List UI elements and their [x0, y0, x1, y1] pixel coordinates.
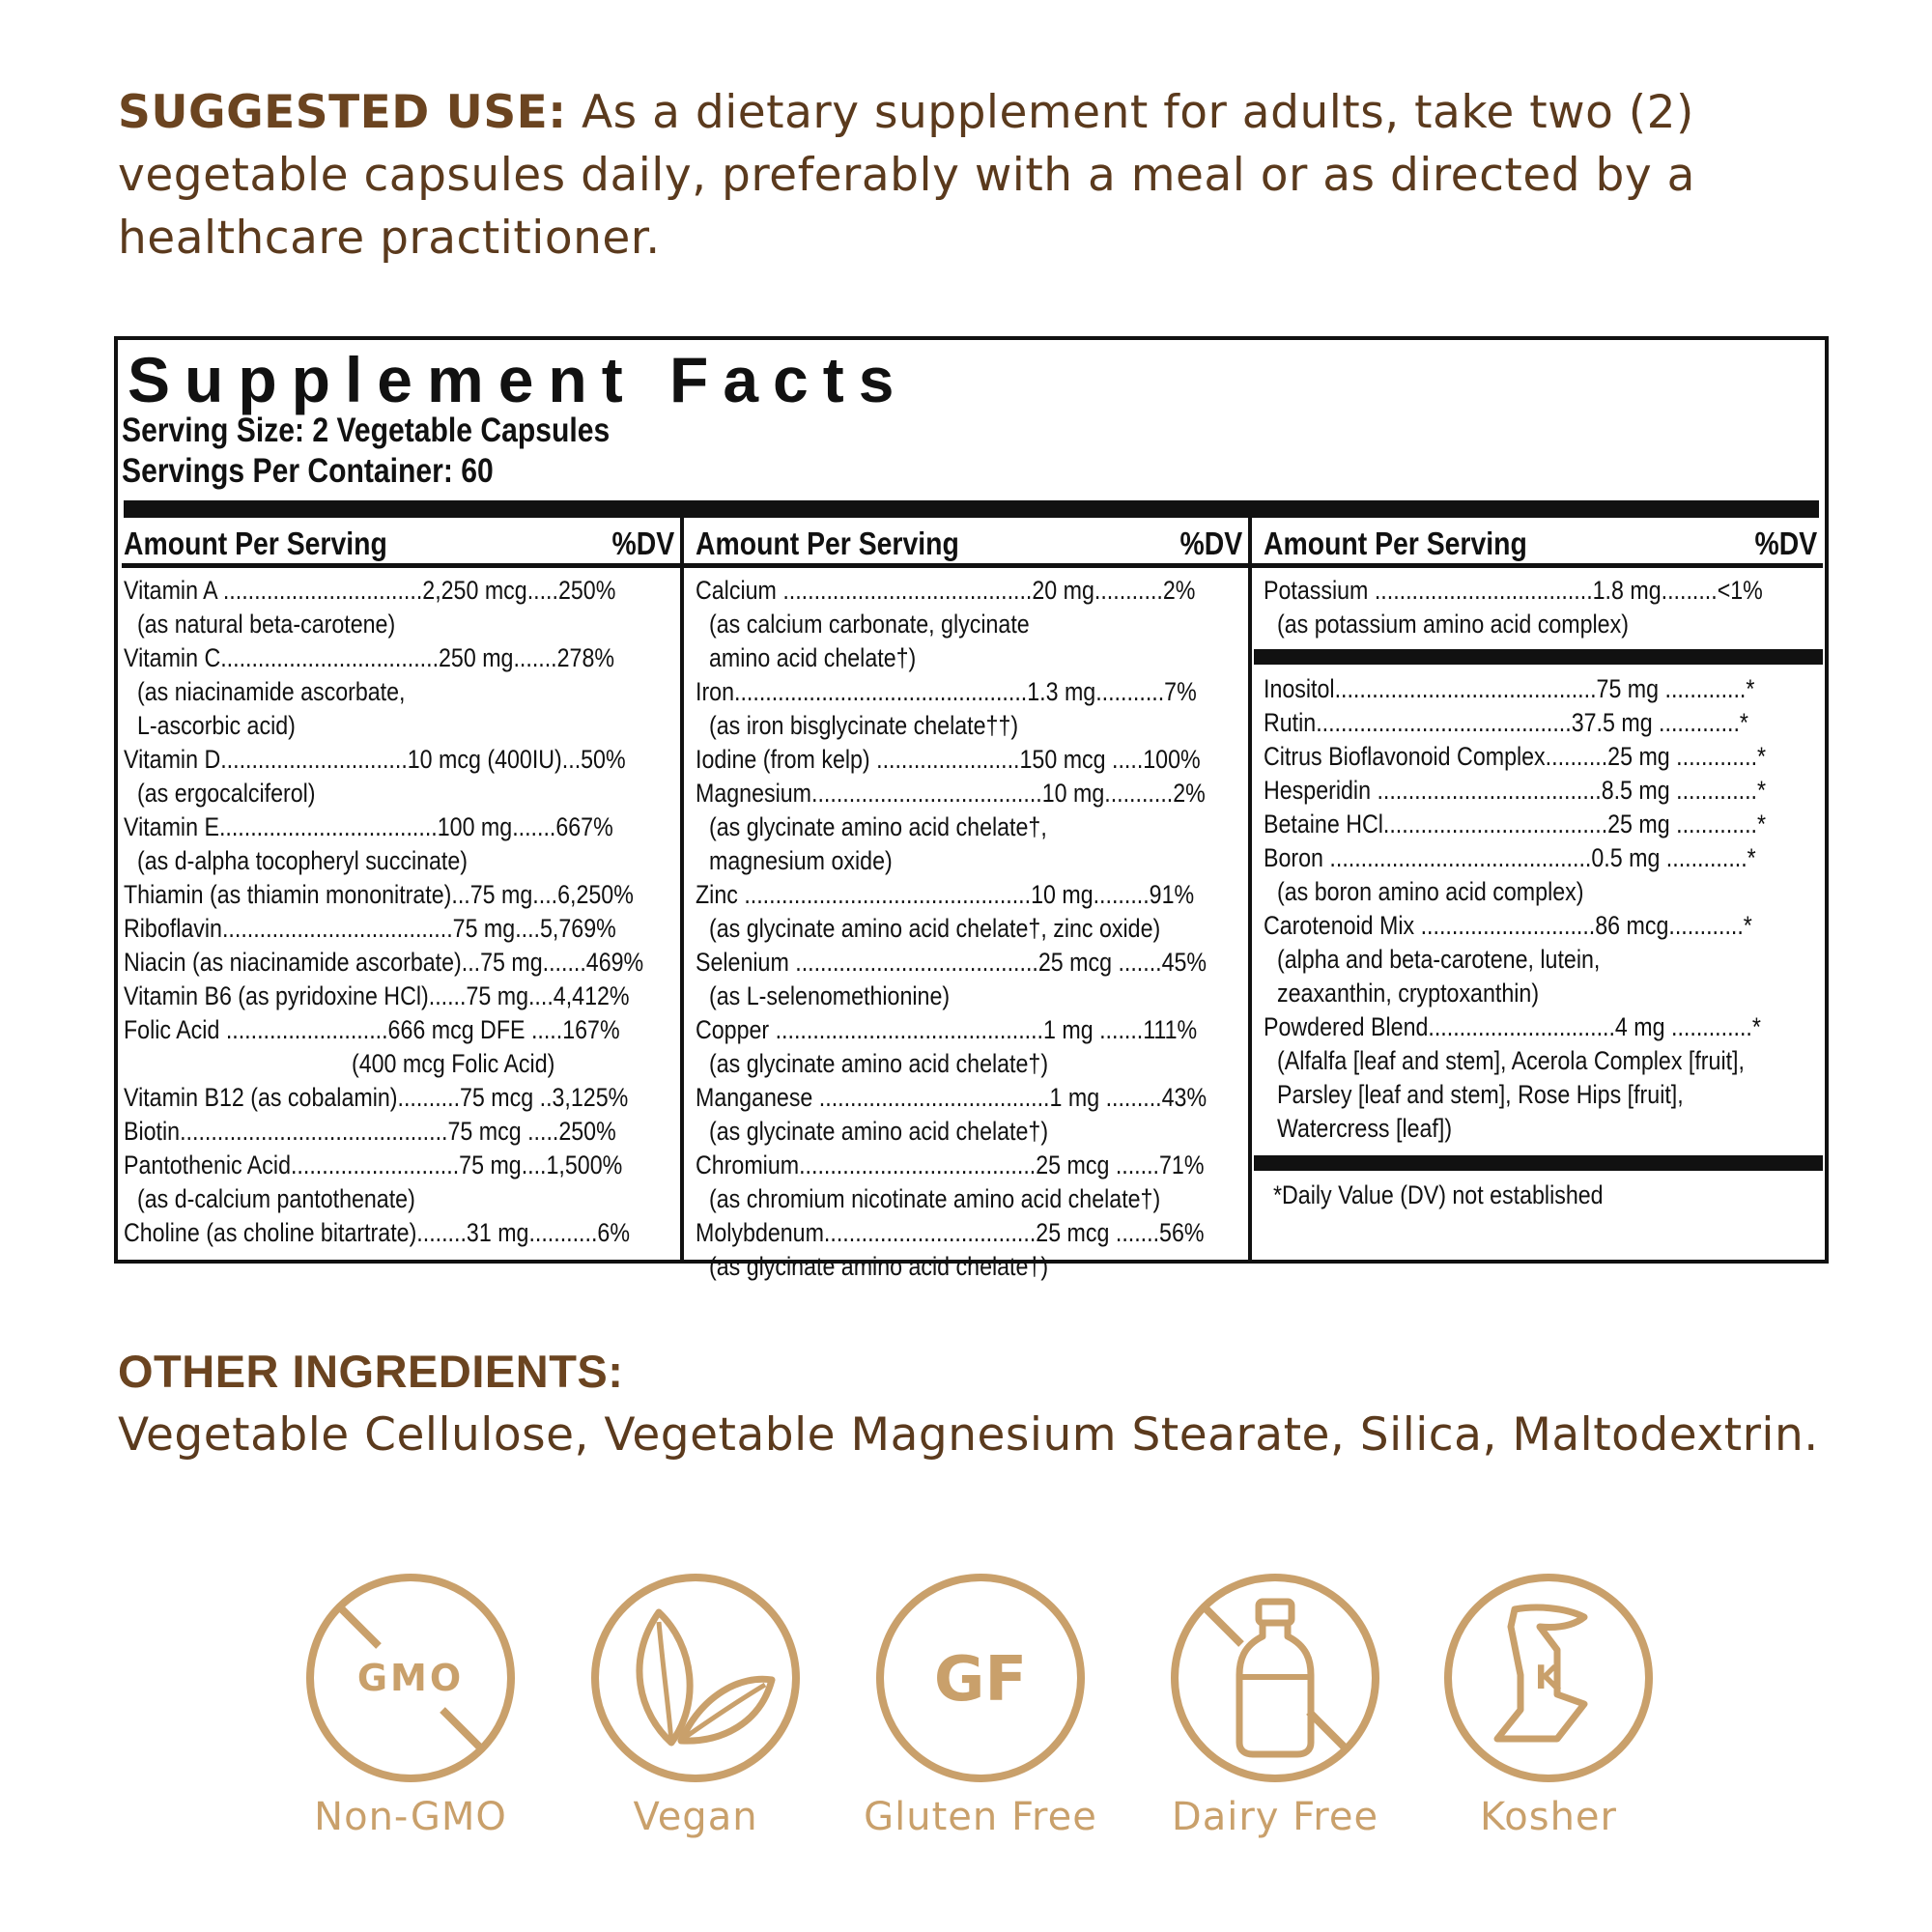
gluten-free-icon	[871, 1569, 1090, 1787]
nutrient-text: Biotin...........................................75 mcg .....250%	[124, 1117, 616, 1146]
nutrient-row	[1262, 706, 1823, 740]
facts-column-2	[684, 518, 1248, 1281]
nutrient-text: (as glycinate amino acid chelate†,	[709, 812, 1047, 841]
nutrient-source-note	[122, 709, 680, 743]
other-nutrient-rows	[1262, 672, 1823, 1146]
nutrient-source-note	[694, 641, 1248, 675]
nutrient-text: Riboflavin.....................................75 mg....5,769%	[124, 914, 616, 943]
nutrient-rows-col3	[1262, 574, 1823, 1212]
nutrient-row	[694, 1149, 1248, 1182]
nutrient-row	[1262, 574, 1823, 608]
badge-label-non-gmo: Non-GMO	[314, 1795, 507, 1839]
nutrient-text: (as natural beta-carotene)	[137, 610, 396, 639]
nutrient-text: (as d-alpha tocopheryl succinate)	[137, 846, 469, 875]
nutrient-row	[122, 743, 680, 777]
nutrient-source-note	[1262, 943, 1823, 977]
servings-per-container: Servings Per Container: 60	[122, 452, 494, 490]
badge-label-dairy-free: Dairy Free	[1171, 1795, 1379, 1839]
gf-text: GF	[933, 1644, 1028, 1716]
nutrient-text: Calcium ........................................20 mg...........2%	[696, 576, 1196, 605]
section-divider-bar	[1254, 649, 1823, 665]
column-header	[1252, 518, 1823, 568]
nutrient-row	[694, 1216, 1248, 1250]
nutrient-text: Niacin (as niacinamide ascorbate)...75 mg.......469%	[124, 948, 644, 977]
suggested-use	[118, 81, 1818, 270]
nutrient-row	[1262, 740, 1823, 774]
nutrient-text: Zinc ..............................................10 mg.........91%	[696, 880, 1195, 909]
nutrient-row	[122, 574, 680, 608]
nutrient-row	[122, 810, 680, 844]
nutrient-text: Vitamin E...................................100 mg.......667%	[124, 812, 613, 841]
other-ingredients-text: Vegetable Cellulose, Vegetable Magnesium Stearate, Silica, Maltodextrin.	[118, 1408, 1819, 1462]
nutrient-row	[694, 878, 1248, 912]
nutrient-rows	[694, 574, 1248, 1284]
nutrient-text: Pantothenic Acid...........................75 mg....1,500%	[124, 1151, 623, 1179]
badge-label-gluten-free: Gluten Free	[864, 1795, 1097, 1839]
nutrient-text: Rutin.........................................37.5 mg .............*	[1264, 708, 1748, 737]
nutrient-text: Vitamin B6 (as pyridoxine HCl)......75 mg....4,412%	[124, 981, 630, 1010]
nutrient-row	[1262, 774, 1823, 808]
nutrient-row	[1262, 841, 1823, 875]
nutrient-row	[1262, 909, 1823, 943]
nutrient-source-note	[1262, 875, 1823, 909]
nutrient-source-note	[694, 1115, 1248, 1149]
nutrient-text: Parsley [leaf and stem], Rose Hips [fruit],	[1277, 1080, 1684, 1109]
nutrient-row	[122, 1081, 680, 1115]
nutrient-row	[694, 777, 1248, 810]
nutrient-text: Manganese .....................................1 mg .........43%	[696, 1083, 1208, 1112]
daily-value-footnote: *Daily Value (DV) not established	[1273, 1180, 1604, 1209]
nutrient-text: Potassium ...................................1.8 mg.........<1%	[1264, 576, 1763, 605]
gmo-text: GMO	[356, 1657, 465, 1699]
nutrient-text: (as iron bisglycinate chelate††)	[709, 711, 1019, 740]
nutrient-text: (as glycinate amino acid chelate†)	[709, 1049, 1049, 1078]
nutrient-text: Inositol..........................................75 mg .............*	[1264, 674, 1755, 703]
nutrient-row	[694, 1013, 1248, 1047]
nutrient-text: L-ascorbic acid)	[137, 711, 296, 740]
nutrient-text: (400 mcg Folic Acid)	[352, 1049, 555, 1078]
nutrient-row	[694, 675, 1248, 709]
nutrient-text: (as glycinate amino acid chelate†)	[709, 1117, 1049, 1146]
nutrient-source-note	[122, 675, 680, 709]
nutrient-source-note	[1262, 1078, 1823, 1112]
nutrient-row	[122, 1149, 680, 1182]
nutrient-text: Selenium .......................................25 mcg .......45%	[696, 948, 1208, 977]
nutrient-row	[122, 878, 680, 912]
nutrient-text: Powdered Blend..............................4 mg .............*	[1264, 1012, 1761, 1041]
nutrient-text: Folic Acid ..........................666 mcg DFE .....167%	[124, 1015, 620, 1044]
nutrient-row	[694, 574, 1248, 608]
nutrient-text: Boron ..........................................0.5 mg .............*	[1264, 843, 1756, 872]
nutrient-source-note	[694, 1250, 1248, 1284]
nutrient-source-note	[694, 1182, 1248, 1216]
nutrient-source-note	[694, 912, 1248, 946]
amount-per-serving-header: Amount Per Serving	[124, 526, 387, 561]
nutrient-source-note	[694, 980, 1248, 1013]
nutrient-text: (as calcium carbonate, glycinate	[709, 610, 1030, 639]
nutrient-row	[122, 1013, 680, 1047]
nutrient-text: Molybdenum..................................25 mcg .......56%	[696, 1218, 1205, 1247]
facts-column-1	[122, 518, 680, 1260]
nutrient-source-note	[1262, 977, 1823, 1010]
nutrient-source-note	[122, 777, 680, 810]
nutrient-text: Magnesium.....................................10 mg...........2%	[696, 779, 1206, 808]
nutrient-text: Watercress [leaf])	[1277, 1114, 1453, 1143]
column-header	[684, 518, 1248, 568]
nutrient-row	[122, 980, 680, 1013]
nutrient-text: (as potassium amino acid complex)	[1277, 610, 1629, 639]
header-divider-bar	[124, 500, 1819, 518]
nutrient-text: Citrus Bioflavonoid Complex..........25 mg .............*	[1264, 742, 1767, 771]
facts-column-3	[1252, 518, 1823, 1260]
column-header	[122, 518, 680, 568]
nutrient-text: Vitamin B12 (as cobalamin)..........75 mcg ..3,125%	[124, 1083, 629, 1112]
nutrient-text: (Alfalfa [leaf and stem], Acerola Complex [fruit],	[1277, 1046, 1745, 1075]
nutrient-text: Betaine HCl....................................25 mg .............*	[1264, 810, 1767, 838]
suggested-use-label: SUGGESTED USE:	[118, 86, 567, 139]
nutrient-source-note	[1262, 1112, 1823, 1146]
nutrient-text: (as d-calcium pantothenate)	[137, 1184, 415, 1213]
nutrient-text: Vitamin D..............................10 mcg (400IU)...50%	[124, 745, 626, 774]
nutrient-text: (as ergocalciferol)	[137, 779, 316, 808]
badge-label-kosher: Kosher	[1480, 1795, 1617, 1839]
nutrient-text: magnesium oxide)	[709, 846, 893, 875]
nutrient-text: (as boron amino acid complex)	[1277, 877, 1584, 906]
nutrient-text: (as niacinamide ascorbate,	[137, 677, 406, 706]
supplement-facts-panel	[114, 336, 1829, 1281]
other-ingredients-heading: OTHER INGREDIENTS:	[118, 1346, 624, 1397]
nutrient-text: Hesperidin ....................................8.5 mg .............*	[1264, 776, 1767, 805]
dv-header: %DV	[1179, 526, 1242, 561]
amount-per-serving-header: Amount Per Serving	[696, 526, 959, 561]
nutrient-text: (alpha and beta-carotene, lutein,	[1277, 945, 1601, 974]
vegan-leaf-icon	[586, 1569, 805, 1787]
nutrient-source-note	[1262, 608, 1823, 641]
nutrient-source-note	[694, 810, 1248, 844]
kosher-k-text: K	[1534, 1659, 1561, 1697]
nutrient-source-note	[694, 844, 1248, 878]
nutrient-text: Vitamin C...................................250 mg.......278%	[124, 643, 615, 672]
nutrient-source-note	[122, 1047, 680, 1081]
badge-label-vegan: Vegan	[633, 1795, 758, 1839]
nutrient-text: Iodine (from kelp) .......................150 mcg .....100%	[696, 745, 1201, 774]
nutrient-source-note	[694, 1047, 1248, 1081]
nutrient-row	[122, 946, 680, 980]
supplement-facts-title: Supplement Facts	[128, 344, 909, 415]
potassium-rows	[1262, 574, 1823, 641]
nutrient-text: Choline (as choline bitartrate)........31 mg...........6%	[124, 1218, 630, 1247]
serving-size: Serving Size: 2 Vegetable Capsules	[122, 412, 611, 449]
nutrient-row	[122, 641, 680, 675]
section-divider-bar	[1254, 1155, 1823, 1171]
nutrient-text: (as glycinate amino acid chelate†, zinc oxide)	[709, 914, 1161, 943]
suggested-use-text: As a dietary supplement for adults, take two (2) vegetable capsules daily, preferably with a meal or as directed by a healthcare practitioner.	[118, 86, 1695, 265]
nutrient-row	[1262, 1010, 1823, 1044]
kosher-icon	[1439, 1569, 1658, 1787]
nutrient-row	[122, 912, 680, 946]
nutrient-row	[694, 946, 1248, 980]
amount-per-serving-header: Amount Per Serving	[1264, 526, 1527, 561]
nutrient-source-note	[122, 844, 680, 878]
nutrient-row	[122, 1115, 680, 1149]
nutrient-source-note	[122, 608, 680, 641]
nutrient-row	[1262, 672, 1823, 706]
nutrient-text: (as L-selenomethionine)	[709, 981, 951, 1010]
nutrient-row	[694, 743, 1248, 777]
nutrient-text: Iron...............................................1.3 mg...........7%	[696, 677, 1197, 706]
dv-header: %DV	[611, 526, 674, 561]
nutrient-row	[694, 1081, 1248, 1115]
dairy-free-bottle-icon	[1166, 1569, 1384, 1787]
nutrient-source-note	[694, 709, 1248, 743]
nutrient-text: Vitamin A ................................2,250 mcg.....250%	[124, 576, 616, 605]
nutrient-row	[1262, 808, 1823, 841]
nutrient-text: zeaxanthin, cryptoxanthin)	[1277, 979, 1540, 1008]
dv-header: %DV	[1754, 526, 1817, 561]
nutrient-source-note	[694, 608, 1248, 641]
nutrient-text: Chromium......................................25 mcg .......71%	[696, 1151, 1205, 1179]
nutrient-text: Thiamin (as thiamin mononitrate)...75 mg....6,250%	[124, 880, 634, 909]
nutrient-text: (as glycinate amino acid chelate†)	[709, 1252, 1049, 1281]
nutrient-source-note	[1262, 1044, 1823, 1078]
nutrient-text: (as chromium nicotinate amino acid chelate†)	[709, 1184, 1161, 1213]
nutrient-rows	[122, 574, 680, 1250]
nutrient-text: amino acid chelate†)	[709, 643, 917, 672]
nutrient-source-note	[122, 1182, 680, 1216]
nutrient-text: Carotenoid Mix ............................86 mcg............*	[1264, 911, 1752, 940]
nutrient-text: Copper ...........................................1 mg .......111%	[696, 1015, 1198, 1044]
nutrient-row	[122, 1216, 680, 1250]
non-gmo-icon	[301, 1569, 520, 1787]
